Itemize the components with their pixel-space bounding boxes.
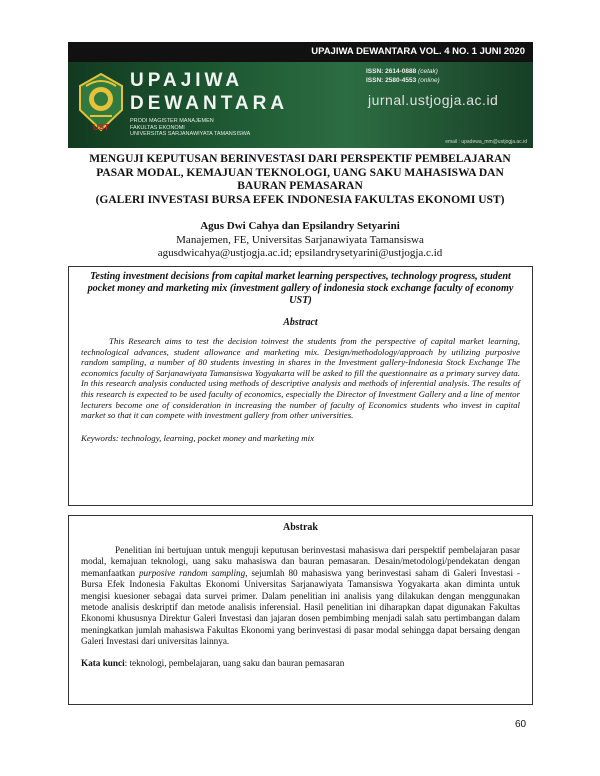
issn-info <box>366 67 440 85</box>
english-title: Testing investment decisions from capital market learning perspectives, technology progress, student pocket money and marketing mix (investment gallery of indonesia stock exchange faculty of economy UST) <box>87 271 514 306</box>
brand-title-line2: DEWANTARA <box>130 93 289 114</box>
journal-url: jurnal.ustjogja.ac.id <box>368 92 499 108</box>
abstract-body: This Research aims to test the decision toinvest the students from the perspective of capital market learning, technological advances, student allowance and marketing mix. Design/methodology/approach by utilizing purposive random sampling, a number of 80 students investing in shares in the Investment gallery-Indonesia Stock Exchange The economics faculty of Sarjanawiyata Tamansiswa Yogyakarta will be asked to fill the questionnaire as a primary survey data. In this research analysis conducted using methods of descriptive analysis and methods of inferential analysis. The results of this research is expected to be used faculty of economics, especially the Director of Investment Gallery and a line of mentor lecturers become one of consideration in increasing the number of faculty of Economics students who invest in capital market so that it can compete with investment gallery from other universities. <box>81 336 520 421</box>
abstrak-heading: Abstrak <box>282 522 318 533</box>
prodi-line: UNIVERSITAS SARJANAWIYATA TAMANSISWA <box>130 131 251 137</box>
paper-title <box>70 153 530 207</box>
page-number: 60 <box>515 719 527 730</box>
issn-online-code: ISSN: 2580-4553 <box>366 77 417 84</box>
abstrak-text-italic: purposive random sampling <box>138 567 246 578</box>
title-line: BAURAN PEMASARAN <box>237 180 363 192</box>
issn-print-label: (cetak) <box>418 68 438 75</box>
keywords <box>81 433 520 443</box>
program-info <box>130 118 250 138</box>
prodi-line: FAKULTAS EKONOMI <box>130 124 185 131</box>
author-emails: agusdwicahya@ustjogja.ac.id; epsilandrysetyarini@ustjogja.c.id <box>157 247 443 259</box>
journal-info-bar <box>68 42 533 62</box>
kata-kunci <box>81 658 520 668</box>
affiliation: Manajemen, FE, Universitas Sarjanawiyata Tamansiswa <box>176 233 424 246</box>
keywords-label: Keywords <box>81 432 116 443</box>
issn-print <box>366 67 440 76</box>
issn-print-code: ISSN: 2614-0888 <box>366 68 417 75</box>
issn-online-label: (online) <box>418 77 440 84</box>
journal-banner <box>68 62 533 148</box>
kata-kunci-label: Kata kunci <box>81 657 125 668</box>
indonesian-abstract-box <box>68 515 533 705</box>
keywords-text: : technology, learning, pocket money and marketing mix <box>115 432 314 443</box>
abstrak-text-part1: Penelitian ini bertujuan untuk menguji keputusan berinvestasi mahasiswa dari perspektif pembelajaran pasar modal, kemajuan teknologi, uang saku mahasiswa dan bauran pemasaran. Desain/metodologi/pendekatan dengan memanfaatkan <box>81 545 520 578</box>
title-line: (GALERI INVESTASI BURSA EFEK INDONESIA FAKULTAS EKONOMI UST) <box>95 193 505 206</box>
author-block <box>70 220 530 261</box>
kata-kunci-text: : teknologi, pembelajaran, uang saku dan bauran pemasaran <box>124 657 345 668</box>
title-line: MENGUJI KEPUTUSAN BERINVESTASI DARI PERSPEKTIF PEMBELAJARAN <box>89 153 511 165</box>
journal-info-text: UPAJIWA DEWANTARA VOL. 4 NO. 1 JUNI 2020 <box>311 46 525 57</box>
author-names: Agus Dwi Cahya dan Epsilandry Setyarini <box>200 220 400 232</box>
english-abstract-box <box>68 266 533 506</box>
journal-email: email : upadewa_mm@ustjogja.ac.id <box>445 139 527 145</box>
abstrak-text-part2: , sejumlah 80 mahasiswa yang berinvestasi saham di Galeri Investasi - Bursa Efek Indonesia Fakultas Ekonomi Universitas Sarjanawiyata Tamansiswa Yogyakarta akan diminta untuk mengisi kuesioner sebagai data survei primer. Dalam penelitian ini analisis yang dilakukan dengan menggunakan metode analisis deskriptif dan metode analisis inferensial. Hasil penelitian ini diharapkan dapat digunakan Fakultas Ekonomi khususnya Direktur Galeri Investasi dan jajaran dosen pembimbing menjadi salah satu pertimbangan dalam meningkatkan jumlah mahasiswa Fakultas Ekonomi yang berinvestasi di pasar modal sehingga dapat bersaing dengan Galeri Investasi dari universitas lainnya. <box>81 567 520 647</box>
logo-label: UST <box>93 123 109 132</box>
brand-title-line1: UPAJIWA <box>130 70 244 91</box>
prodi-line: PRODI MAGISTER MANAJEMEN <box>130 118 214 124</box>
title-line: PASAR MODAL, KEMAJUAN TEKNOLOGI, UANG SAKU MAHASISWA DAN <box>96 166 504 179</box>
abstract-heading: Abstract <box>283 317 318 328</box>
abstrak-body <box>81 545 520 648</box>
issn-online <box>366 76 440 85</box>
